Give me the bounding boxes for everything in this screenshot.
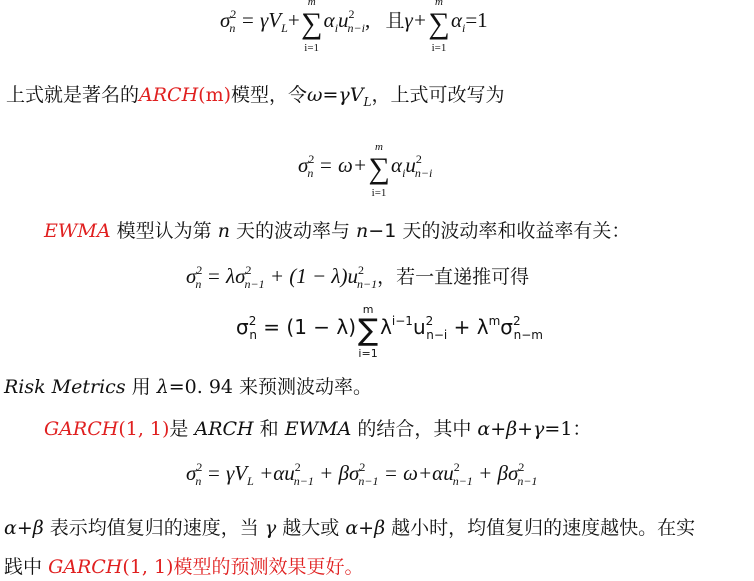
paragraph-garch: GARCH(1, 1)是 ARCH 和 EWMA 的结合，其中 α+β+γ=1： [44, 418, 592, 440]
summation: m ∑ i=1 [300, 0, 323, 54]
summation: m ∑ i=1 [357, 303, 379, 360]
paragraph-arch: 上式就是著名的ARCH(m)模型，令$\omega=\gamma V_L$，上式可改写为 [6, 84, 505, 109]
garch-model-name: GARCH [48, 556, 123, 578]
equation-ewma-expanded: $\sigma^2_n = (1 - \lambda)$ m ∑ i=1 $\lambda^{i-1}u^2_{n-i} + \lambda^m\sigma^2_{n-m}$ [236, 303, 543, 360]
summation: m ∑ i=1 [428, 0, 450, 54]
equation-garch: $\sigma^2_n = \gamma V_L +\alpha u^2_{n-1} + \beta\sigma^2_{n-1} = \omega+\alpha u^2_{n-1} + \beta\sigma^2_{n-1}$ [186, 460, 538, 488]
equation-ewma: $\sigma^2_n = \lambda\sigma^2_{n-1} + (1 - \lambda)u^2_{n-1}$，若一直递推可得 [186, 263, 530, 291]
equation-arch-general: $\sigma^2_n = \gamma V_L+$ m ∑ i=1 $\alpha_iu^2_{n-i}$, 且γ+ m ∑ i=1 $\alpha_i=1$ [220, 0, 488, 54]
equation-arch-omega: $\sigma^2_n = \omega+$ m ∑ i=1 $\alpha_iu^2_{n-i}$ [298, 141, 433, 199]
paragraph-conclusion: 践中 GARCH(1, 1)模型的预测效果更好。 [4, 556, 364, 578]
garch-model-name: GARCH [44, 418, 119, 440]
ewma-model-name: EWMA [44, 220, 111, 242]
paragraph-ewma: EWMA 模型认为第 n 天的波动率与 n−1 天的波动率和收益率有关： [44, 220, 631, 242]
paragraph-riskmetrics: Risk Metrics 用 λ=0. 94 来预测波动率。 [4, 376, 373, 398]
paragraph-mean-reversion: α+β 表示均值复归的速度，当 γ 越大或 α+β 越小时，均值复归的速度越快。在实 [4, 517, 696, 539]
arch-model-name: ARCH [139, 84, 199, 106]
summation: m ∑ i=1 [368, 141, 390, 199]
